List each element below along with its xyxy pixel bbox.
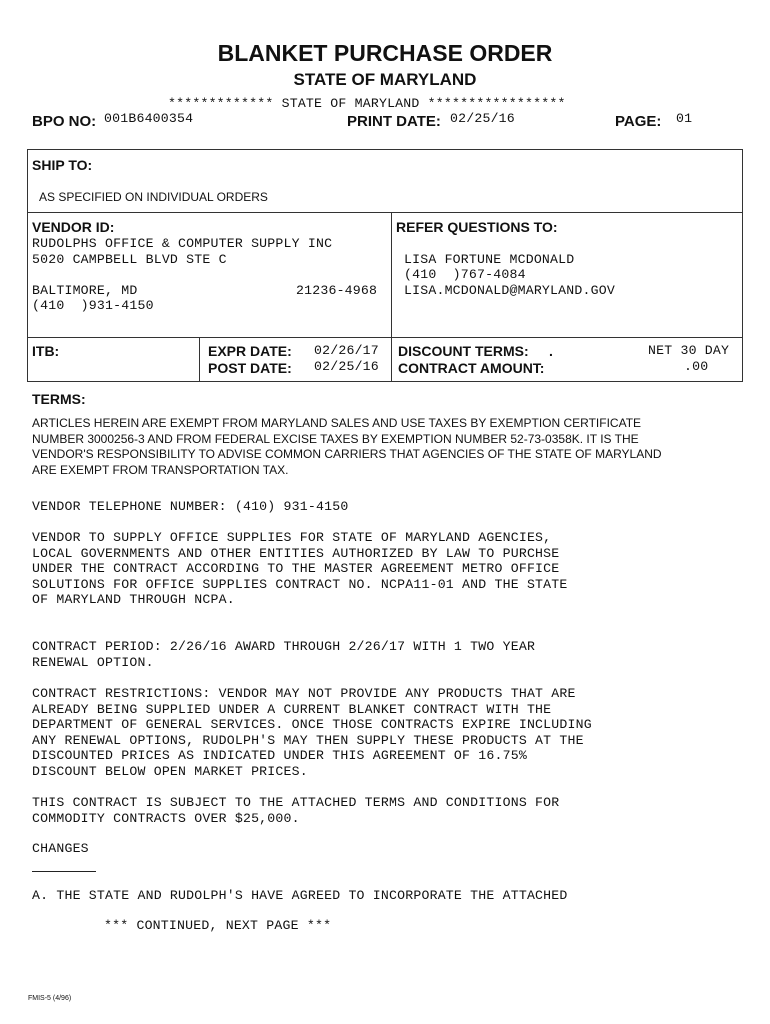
tax-exempt-text: ARTICLES HEREIN ARE EXEMPT FROM MARYLAND SALES AND USE TAXES BY EXEMPTION CERTIFICATE NUMBER 3000256-3 AND FROM FEDERAL EXCISE TAXES BY EXEMPTION NUMBER 52-73-0358K. IT IS THE VENDOR'S RESPONSIBILITY TO ADVISE COMMON CARRIERS THAT AGENCIES OF THE STATE OF MARYLAND ARE EXEMPT FROM TRANSPORTATION TAX.	[32, 416, 662, 477]
supply-paragraph: VENDOR TO SUPPLY OFFICE SUPPLIES FOR STATE OF MARYLAND AGENCIES, LOCAL GOVERNMENTS AND OTHER ENTITIES AUTHORIZED BY LAW TO PURCHSE UNDER THE CONTRACT ACCORDING TO THE MASTER AGREEMENT METRO OFFICE SOLUTIONS FOR OFFICE SUPPLIES CONTRACT NO. NCPA11-01 AND THE STATE OF MARYLAND THROUGH NCPA.	[32, 530, 568, 607]
vendor-divider	[27, 337, 743, 338]
bpo-number-label: BPO NO:	[32, 113, 97, 130]
state-banner: ************* STATE OF MARYLAND *****************	[168, 96, 566, 111]
subject-paragraph: THIS CONTRACT IS SUBJECT TO THE ATTACHED TERMS AND CONDITIONS FOR COMMODITY CONTRACTS OVER $25,000.	[32, 795, 560, 826]
itb-column-divider	[199, 337, 200, 382]
page-value: 01	[676, 111, 693, 126]
contract-amount-label: CONTRACT AMOUNT:	[398, 360, 545, 376]
contract-amount-value: .00	[684, 359, 709, 374]
contract-period-paragraph: CONTRACT PERIOD: 2/26/16 AWARD THROUGH 2/26/17 WITH 1 TWO YEAR RENEWAL OPTION.	[32, 639, 536, 670]
vendor-name: RUDOLPHS OFFICE & COMPUTER SUPPLY INC	[32, 236, 333, 251]
bpo-number-value: 001B6400354	[104, 111, 194, 126]
vendor-phone: (410 )931-4150	[32, 298, 154, 313]
vendor-id-label: VENDOR ID:	[32, 219, 115, 235]
contact-name: LISA FORTUNE MCDONALD	[404, 252, 575, 267]
discount-terms-value: NET 30 DAY	[648, 343, 730, 358]
expr-date-label: EXPR DATE:	[208, 343, 292, 359]
document-subtitle: STATE OF MARYLAND	[293, 70, 477, 89]
discount-terms-dot: .	[549, 343, 553, 359]
refer-questions-label: REFER QUESTIONS TO:	[396, 219, 558, 235]
contact-phone: (410 )767-4084	[404, 267, 526, 282]
vendor-city: BALTIMORE, MD	[32, 283, 138, 298]
contract-restrictions-paragraph: CONTRACT RESTRICTIONS: VENDOR MAY NOT PROVIDE ANY PRODUCTS THAT ARE ALREADY BEING SUPPLIED UNDER A CURRENT BLANKET CONTRACT WITH THE DEPARTMENT OF GENERAL SERVICES. ONCE THOSE CONTRACTS EXPIRE INCLUDING ANY RENEWAL OPTIONS, RUDOLPH'S MAY THEN SUPPLY THESE PRODUCTS AT THE DISCOUNTED PRICES AS INDICATED UNDER THIS AGREEMENT OF 16.75% DISCOUNT BELOW OPEN MARKET PRICES.	[32, 686, 592, 779]
ship-to-value: AS SPECIFIED ON INDIVIDUAL ORDERS	[39, 190, 268, 204]
print-date-value: 02/25/16	[450, 111, 515, 126]
vendor-address: 5020 CAMPBELL BLVD STE C	[32, 252, 227, 267]
changes-underline	[32, 871, 96, 872]
changes-heading: CHANGES	[32, 841, 89, 856]
vendor-zip: 21236-4968	[296, 283, 378, 298]
ship-to-label: SHIP TO:	[32, 157, 93, 173]
post-date-value: 02/25/16	[314, 359, 379, 374]
discount-terms-label: DISCOUNT TERMS:	[398, 343, 529, 359]
contact-email: LISA.MCDONALD@MARYLAND.GOV	[404, 283, 615, 298]
terms-label: TERMS:	[32, 391, 86, 407]
post-date-label: POST DATE:	[208, 360, 292, 376]
vendor-telephone-line: VENDOR TELEPHONE NUMBER: (410) 931-4150	[32, 499, 349, 514]
ship-to-divider	[27, 212, 743, 213]
print-date-label: PRINT DATE:	[347, 113, 441, 130]
item-a-line: A. THE STATE AND RUDOLPH'S HAVE AGREED TO INCORPORATE THE ATTACHED	[32, 888, 568, 903]
continued-note: *** CONTINUED, NEXT PAGE ***	[104, 918, 332, 933]
itb-label: ITB:	[32, 343, 60, 359]
vendor-column-divider	[391, 212, 392, 382]
page-label: PAGE:	[615, 113, 662, 130]
form-id: FMIS-5 (4/96)	[28, 995, 72, 1002]
document-title: BLANKET PURCHASE ORDER	[217, 40, 553, 66]
expr-date-value: 02/26/17	[314, 343, 379, 358]
